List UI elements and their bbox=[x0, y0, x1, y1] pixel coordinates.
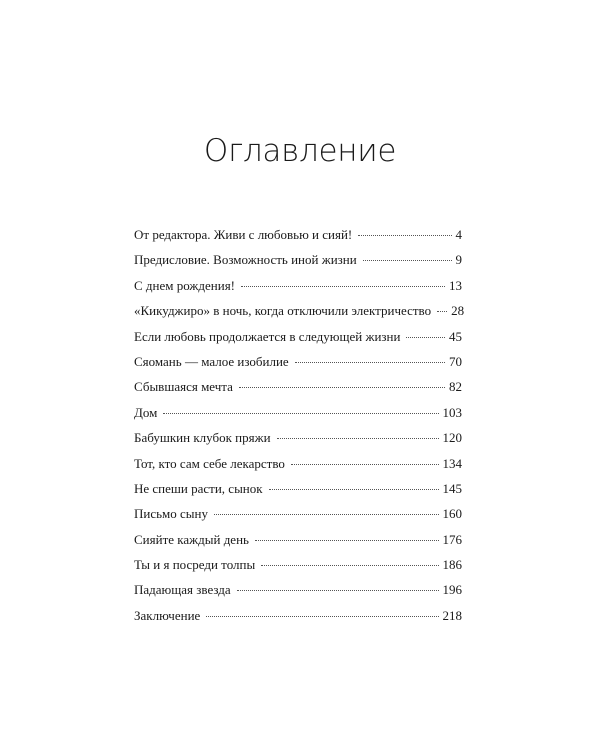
toc-entry-page-number: 176 bbox=[442, 531, 462, 547]
toc-entry bbox=[134, 329, 462, 354]
dot-leader bbox=[277, 438, 439, 439]
dot-leader bbox=[239, 387, 445, 388]
toc-entry-page-number: 28 bbox=[451, 303, 465, 319]
toc-entry bbox=[134, 608, 462, 633]
dot-leader bbox=[255, 540, 439, 541]
toc-entry bbox=[134, 303, 465, 328]
toc-entry bbox=[134, 354, 462, 379]
dot-leader bbox=[406, 337, 445, 338]
toc-entry-page-number: 70 bbox=[449, 353, 462, 369]
toc-entry-title: Дом bbox=[134, 404, 158, 420]
toc-entry-page-number: 82 bbox=[449, 379, 462, 395]
toc-entry bbox=[134, 532, 462, 557]
toc-entry-page-number: 134 bbox=[442, 455, 462, 471]
toc-entry-page-number: 103 bbox=[442, 404, 462, 420]
toc-entry bbox=[134, 506, 462, 531]
toc-entry-page-number: 13 bbox=[449, 277, 462, 293]
toc-entry-title: Бабушкин клубок пряжи bbox=[134, 430, 271, 446]
table-of-contents bbox=[134, 227, 465, 633]
dot-leader bbox=[269, 489, 439, 490]
page-title: Оглавление bbox=[203, 132, 397, 169]
toc-entry-title: Сбывшаяся мечта bbox=[134, 379, 233, 395]
toc-entry-title: Тот, кто сам себе лекарство bbox=[134, 455, 285, 471]
toc-entry-title: «Кикуджиро» в ночь, когда отключили электричество bbox=[134, 303, 432, 319]
toc-entry bbox=[134, 582, 462, 607]
toc-entry-page-number: 120 bbox=[442, 430, 462, 446]
dot-leader bbox=[261, 565, 438, 566]
toc-entry-title: Письмо сыну bbox=[134, 506, 208, 522]
toc-entry-title: Предисловие. Возможность иной жизни bbox=[134, 252, 357, 268]
toc-entry bbox=[134, 481, 462, 506]
toc-entry bbox=[134, 278, 462, 303]
toc-entry-title: Заключение bbox=[134, 607, 201, 623]
toc-entry-title: Сяомань — малое изобилие bbox=[134, 353, 289, 369]
toc-entry bbox=[134, 430, 462, 455]
toc-entry-page-number: 4 bbox=[455, 227, 462, 242]
toc-entry-title: Ты и я посреди толпы bbox=[134, 557, 256, 573]
toc-entry-page-number: 196 bbox=[442, 582, 462, 598]
toc-entry-page-number: 218 bbox=[442, 607, 462, 623]
toc-entry-title: Если любовь продолжается в следующей жизни bbox=[134, 328, 401, 344]
dot-leader bbox=[206, 616, 438, 617]
toc-entry bbox=[134, 456, 462, 481]
dot-leader bbox=[363, 260, 452, 261]
toc-entry bbox=[134, 252, 462, 277]
toc-entry-page-number: 145 bbox=[442, 480, 462, 496]
toc-entry-title: Сияйте каждый день bbox=[134, 531, 249, 547]
dot-leader bbox=[437, 311, 447, 312]
toc-entry-title: Не спеши расти, сынок bbox=[134, 480, 263, 496]
dot-leader bbox=[241, 286, 445, 287]
toc-entry bbox=[134, 557, 462, 582]
toc-entry bbox=[134, 227, 462, 252]
dot-leader bbox=[214, 514, 439, 515]
toc-entry-title: От редактора. Живи с любовью и сияй! bbox=[134, 227, 353, 242]
dot-leader bbox=[237, 590, 439, 591]
dot-leader bbox=[163, 413, 438, 414]
toc-entry-page-number: 160 bbox=[442, 506, 462, 522]
toc-entry bbox=[134, 379, 462, 404]
dot-leader bbox=[291, 464, 439, 465]
toc-entry-title: С днем рождения! bbox=[134, 277, 236, 293]
toc-entry-page-number: 186 bbox=[442, 557, 462, 573]
toc-entry-title: Падающая звезда bbox=[134, 582, 231, 598]
toc-entry-page-number: 9 bbox=[455, 252, 462, 268]
toc-entry-page-number: 45 bbox=[449, 328, 462, 344]
dot-leader bbox=[295, 362, 445, 363]
dot-leader bbox=[358, 235, 451, 236]
toc-entry bbox=[134, 405, 462, 430]
